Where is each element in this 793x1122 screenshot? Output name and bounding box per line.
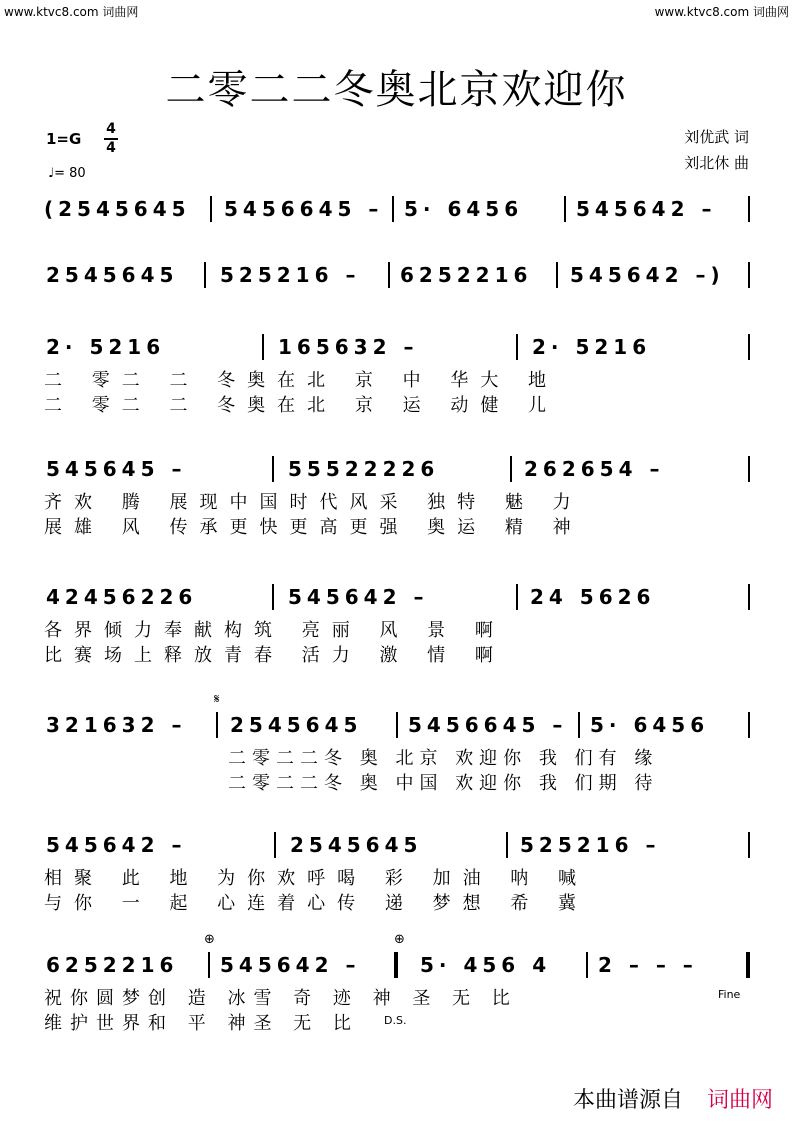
lyrics-verse-2: 二 零二 二 冬奥在北 京 运 动健 儿 [44, 395, 559, 416]
footer-source: 本曲谱源自 [572, 1088, 683, 1113]
measure: 545645 – [46, 457, 187, 481]
measure: 5456645 – [408, 713, 568, 737]
lyrics-verse-1: 各界倾力奉献构筑 亮丽 风 景 啊 [44, 620, 505, 641]
measure: 545642 –) [570, 263, 725, 287]
lyrics-verse-1: 祝你圆梦创 造 冰雪 奇 迹 神 圣 无 比 [44, 988, 518, 1009]
time-signature [104, 121, 118, 157]
key-signature: 1=G [46, 130, 82, 148]
measure: 525216 – [520, 833, 661, 857]
lyrics-verse-2: 展雄 风 传承更快更高更强 奥运 精 神 [44, 517, 583, 538]
lyrics-verse-1: 齐欢 腾 展现中国时代风采 独特 魅 力 [44, 492, 583, 513]
measure: 5· 456 4 [420, 953, 552, 977]
measure: 5456645 – [224, 197, 384, 221]
time-bottom: 4 [106, 140, 116, 156]
measure: 545642 – [46, 833, 187, 857]
measure: (2545645 [44, 197, 191, 221]
coda-mark: ⊕ [204, 932, 215, 947]
lyrics-verse-2: 比赛场上释放青春 活力 激 情 啊 [44, 645, 505, 666]
measure: 321632 – [46, 713, 187, 737]
measure: 2 – – – [598, 953, 698, 977]
measure: 2545645 [230, 713, 363, 737]
measure: 2545645 [290, 833, 423, 857]
measure: 545642 – [220, 953, 361, 977]
measure: 24 5626 [530, 585, 656, 609]
lyrics-verse-2: 与你 一 起 心连着心传 递 梦想 希 冀 [44, 893, 589, 914]
coda-mark: ⊕ [394, 932, 405, 947]
measure: 165632 – [278, 335, 419, 359]
measure: 6252216 [46, 953, 179, 977]
measure: 545642 – [576, 197, 717, 221]
measure: 55522226 [288, 457, 440, 481]
lyrics-verse-1: 相聚 此 地 为你欢呼喝 彩 加油 呐 喊 [44, 868, 589, 889]
score-row-3 [44, 334, 750, 416]
fine-mark: Fine [718, 988, 741, 1001]
watermark-left: www.ktvc8.com 词曲网 [4, 5, 139, 19]
composer-credit: 刘北休 曲 [684, 154, 749, 172]
lyrics-verse-1: 二零二二冬 奥 北京 欢迎你 我 们有 缘 [228, 748, 659, 769]
watermark-right: www.ktvc8.com 词曲网 [654, 5, 789, 19]
measure: 5· 6456 [404, 197, 524, 221]
measure: 2· 5216 [46, 335, 166, 359]
lyrics-verse-2: 二零二二冬 奥 中国 欢迎你 我 们期 待 [228, 773, 659, 794]
lyricist-credit: 刘优武 词 [684, 128, 749, 146]
measure: 42456226 [46, 585, 198, 609]
measure: 2· 5216 [532, 335, 652, 359]
song-title: 二零二二冬奥北京欢迎你 [165, 67, 628, 113]
score-row-6 [44, 692, 750, 794]
time-top: 4 [106, 121, 116, 137]
segno-mark: 𝄋 [214, 692, 220, 707]
score-row-7 [44, 832, 750, 914]
score-row-2 [44, 262, 750, 326]
measure: 525216 – [220, 263, 361, 287]
footer-site-link[interactable]: 词曲网 [706, 1088, 773, 1113]
measure: 262654 – [524, 457, 665, 481]
measure: 5· 6456 [590, 713, 710, 737]
measure: 545642 – [288, 585, 429, 609]
score-row-4 [44, 456, 750, 538]
ds-mark: D.S. [384, 1014, 407, 1027]
score-row-8 [44, 932, 750, 1034]
lyrics-verse-1: 二 零二 二 冬奥在北 京 中 华大 地 [44, 370, 559, 391]
tempo-marking: ♩= 80 [48, 166, 86, 181]
measure: 2545645 [46, 263, 179, 287]
lyrics-verse-2: 维护世界和 平 神圣 无 比 [44, 1013, 359, 1034]
score-row-5 [44, 584, 750, 666]
measure: 6252216 [400, 263, 533, 287]
score-row-1 [44, 196, 750, 260]
